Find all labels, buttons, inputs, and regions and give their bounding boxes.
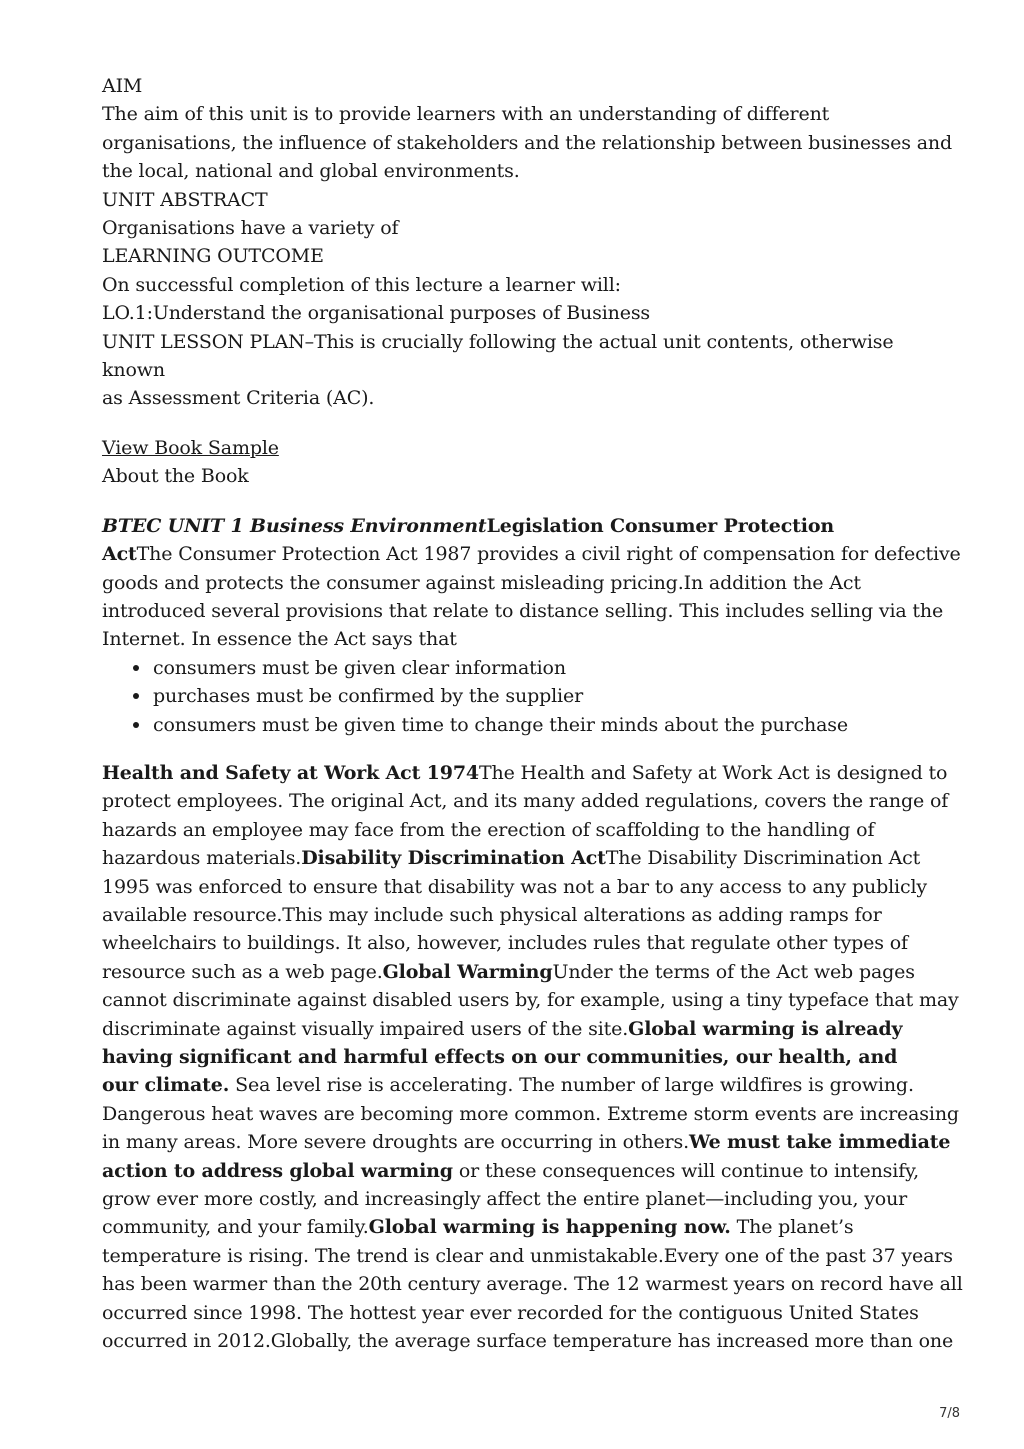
- consumer-heading: Legislation Consumer Protection: [486, 514, 835, 537]
- aim-text-line: The aim of this unit is to provide learners with an understanding of different: [102, 103, 830, 126]
- health-text-line: occurred in 2012.Globally, the average surface temperature has increased more than one: [102, 1330, 954, 1353]
- learning-outcome-1: LO.1:Understand the organisational purposes of Business: [102, 302, 651, 325]
- health-text-line: protect employees. The original Act, and its many added regulations, covers the range of: [102, 790, 949, 813]
- list-item: consumers must be given time to change their minds about the purchase: [102, 711, 924, 739]
- health-text-line: discriminate against visually impaired users of the site.Global warming is already: [102, 1017, 903, 1040]
- health-text-line: action to address global warming or these consequences will continue to intensify,: [102, 1159, 920, 1182]
- about-the-book-label: About the Book: [102, 465, 249, 488]
- health-text-line: 1995 was enforced to ensure that disability was not a bar to any access to any publicly: [102, 875, 927, 898]
- bullet-icon: [133, 665, 139, 671]
- outcome-heading: LEARNING OUTCOME: [102, 245, 324, 268]
- consumer-text-line: introduced several provisions that relate to distance selling. This includes selling via the: [102, 599, 944, 622]
- spacer: [102, 413, 924, 434]
- document-body: [102, 72, 963, 1355]
- bullet-icon: [133, 693, 139, 699]
- consumer-heading-line: [102, 512, 924, 540]
- aim-text-line: organisations, the influence of stakeholders and the relationship between businesses and: [102, 131, 953, 154]
- page-number: 7/8: [939, 1406, 960, 1421]
- health-text-line: grow ever more costly, and increasingly affect the entire planet—including you, your: [102, 1188, 908, 1211]
- health-text-line: temperature is rising. The trend is clear and unmistakable.Every one of the past 37 years: [102, 1244, 953, 1267]
- health-text-line: hazardous materials.Disability Discrimination ActThe Disability Discrimination Act: [102, 847, 921, 870]
- health-text-line: available resource.This may include such physical alterations as adding ramps for: [102, 903, 882, 926]
- outcome-text: On successful completion of this lecture a learner will:: [102, 273, 621, 296]
- aim-heading: AIM: [102, 75, 143, 97]
- lesson-plan-line: known: [102, 359, 165, 382]
- bullet-icon: [133, 722, 139, 728]
- consumer-heading-end: Act: [102, 543, 137, 566]
- book-title: BTEC UNIT 1 Business Environment: [102, 514, 487, 537]
- disability-heading: Disability Discrimination Act: [301, 847, 606, 870]
- health-text-line: cannot discriminate against disabled users by, for example, using a tiny typeface that may: [102, 989, 959, 1012]
- abstract-text: Organisations have a variety of: [102, 217, 399, 240]
- aim-text-line: the local, national and global environments.: [102, 160, 520, 183]
- list-item: purchases must be confirmed by the supplier: [102, 682, 924, 710]
- health-text-line: occurred since 1998. The hottest year ever recorded for the contiguous United States: [102, 1301, 919, 1324]
- lesson-plan-line: UNIT LESSON PLAN–This is crucially following the actual unit contents, otherwise: [102, 330, 894, 353]
- health-text-line: has been warmer than the 20th century average. The 12 warmest years on record have all: [102, 1273, 963, 1296]
- health-heading: Health and Safety at Work Act 1974: [102, 761, 479, 784]
- health-text-line: community, and your family.Global warming is happening now. The planet’s: [102, 1216, 854, 1239]
- health-text-line: in many areas. More severe droughts are occurring in others.We must take immediate: [102, 1131, 951, 1154]
- consumer-text-line: Internet. In essence the Act says that: [102, 628, 457, 651]
- list-item: consumers must be given clear information: [102, 654, 924, 682]
- spacer: [102, 739, 924, 759]
- health-text-line: wheelchairs to buildings. It also, however, includes rules that regulate other types of: [102, 932, 908, 955]
- consumer-text-line: goods and protects the consumer against misleading pricing.In addition the Act: [102, 571, 861, 594]
- abstract-heading: UNIT ABSTRACT: [102, 188, 268, 211]
- health-text-line: resource such as a web page.Global WarmingUnder the terms of the Act web pages: [102, 960, 915, 983]
- health-text-line: Health and Safety at Work Act 1974The Health and Safety at Work Act is designed to: [102, 761, 948, 784]
- health-text-line: our climate. Sea level rise is accelerating. The number of large wildfires is growing.: [102, 1074, 914, 1097]
- health-text-line: having significant and harmful effects on our communities, our health, and: [102, 1046, 898, 1068]
- health-text-line: hazards an employee may face from the erection of scaffolding to the handling of: [102, 818, 875, 841]
- consumer-text-line: ActThe Consumer Protection Act 1987 provides a civil right of compensation for defective: [102, 543, 961, 566]
- spacer: [102, 491, 924, 512]
- health-text-line: Dangerous heat waves are becoming more common. Extreme storm events are increasing: [102, 1102, 959, 1125]
- global-warming-heading: Global Warming: [382, 960, 553, 983]
- lesson-plan-line: as Assessment Criteria (AC).: [102, 387, 375, 410]
- view-book-sample-link[interactable]: View Book Sample: [102, 436, 279, 459]
- consumer-bullet-list: [102, 654, 924, 739]
